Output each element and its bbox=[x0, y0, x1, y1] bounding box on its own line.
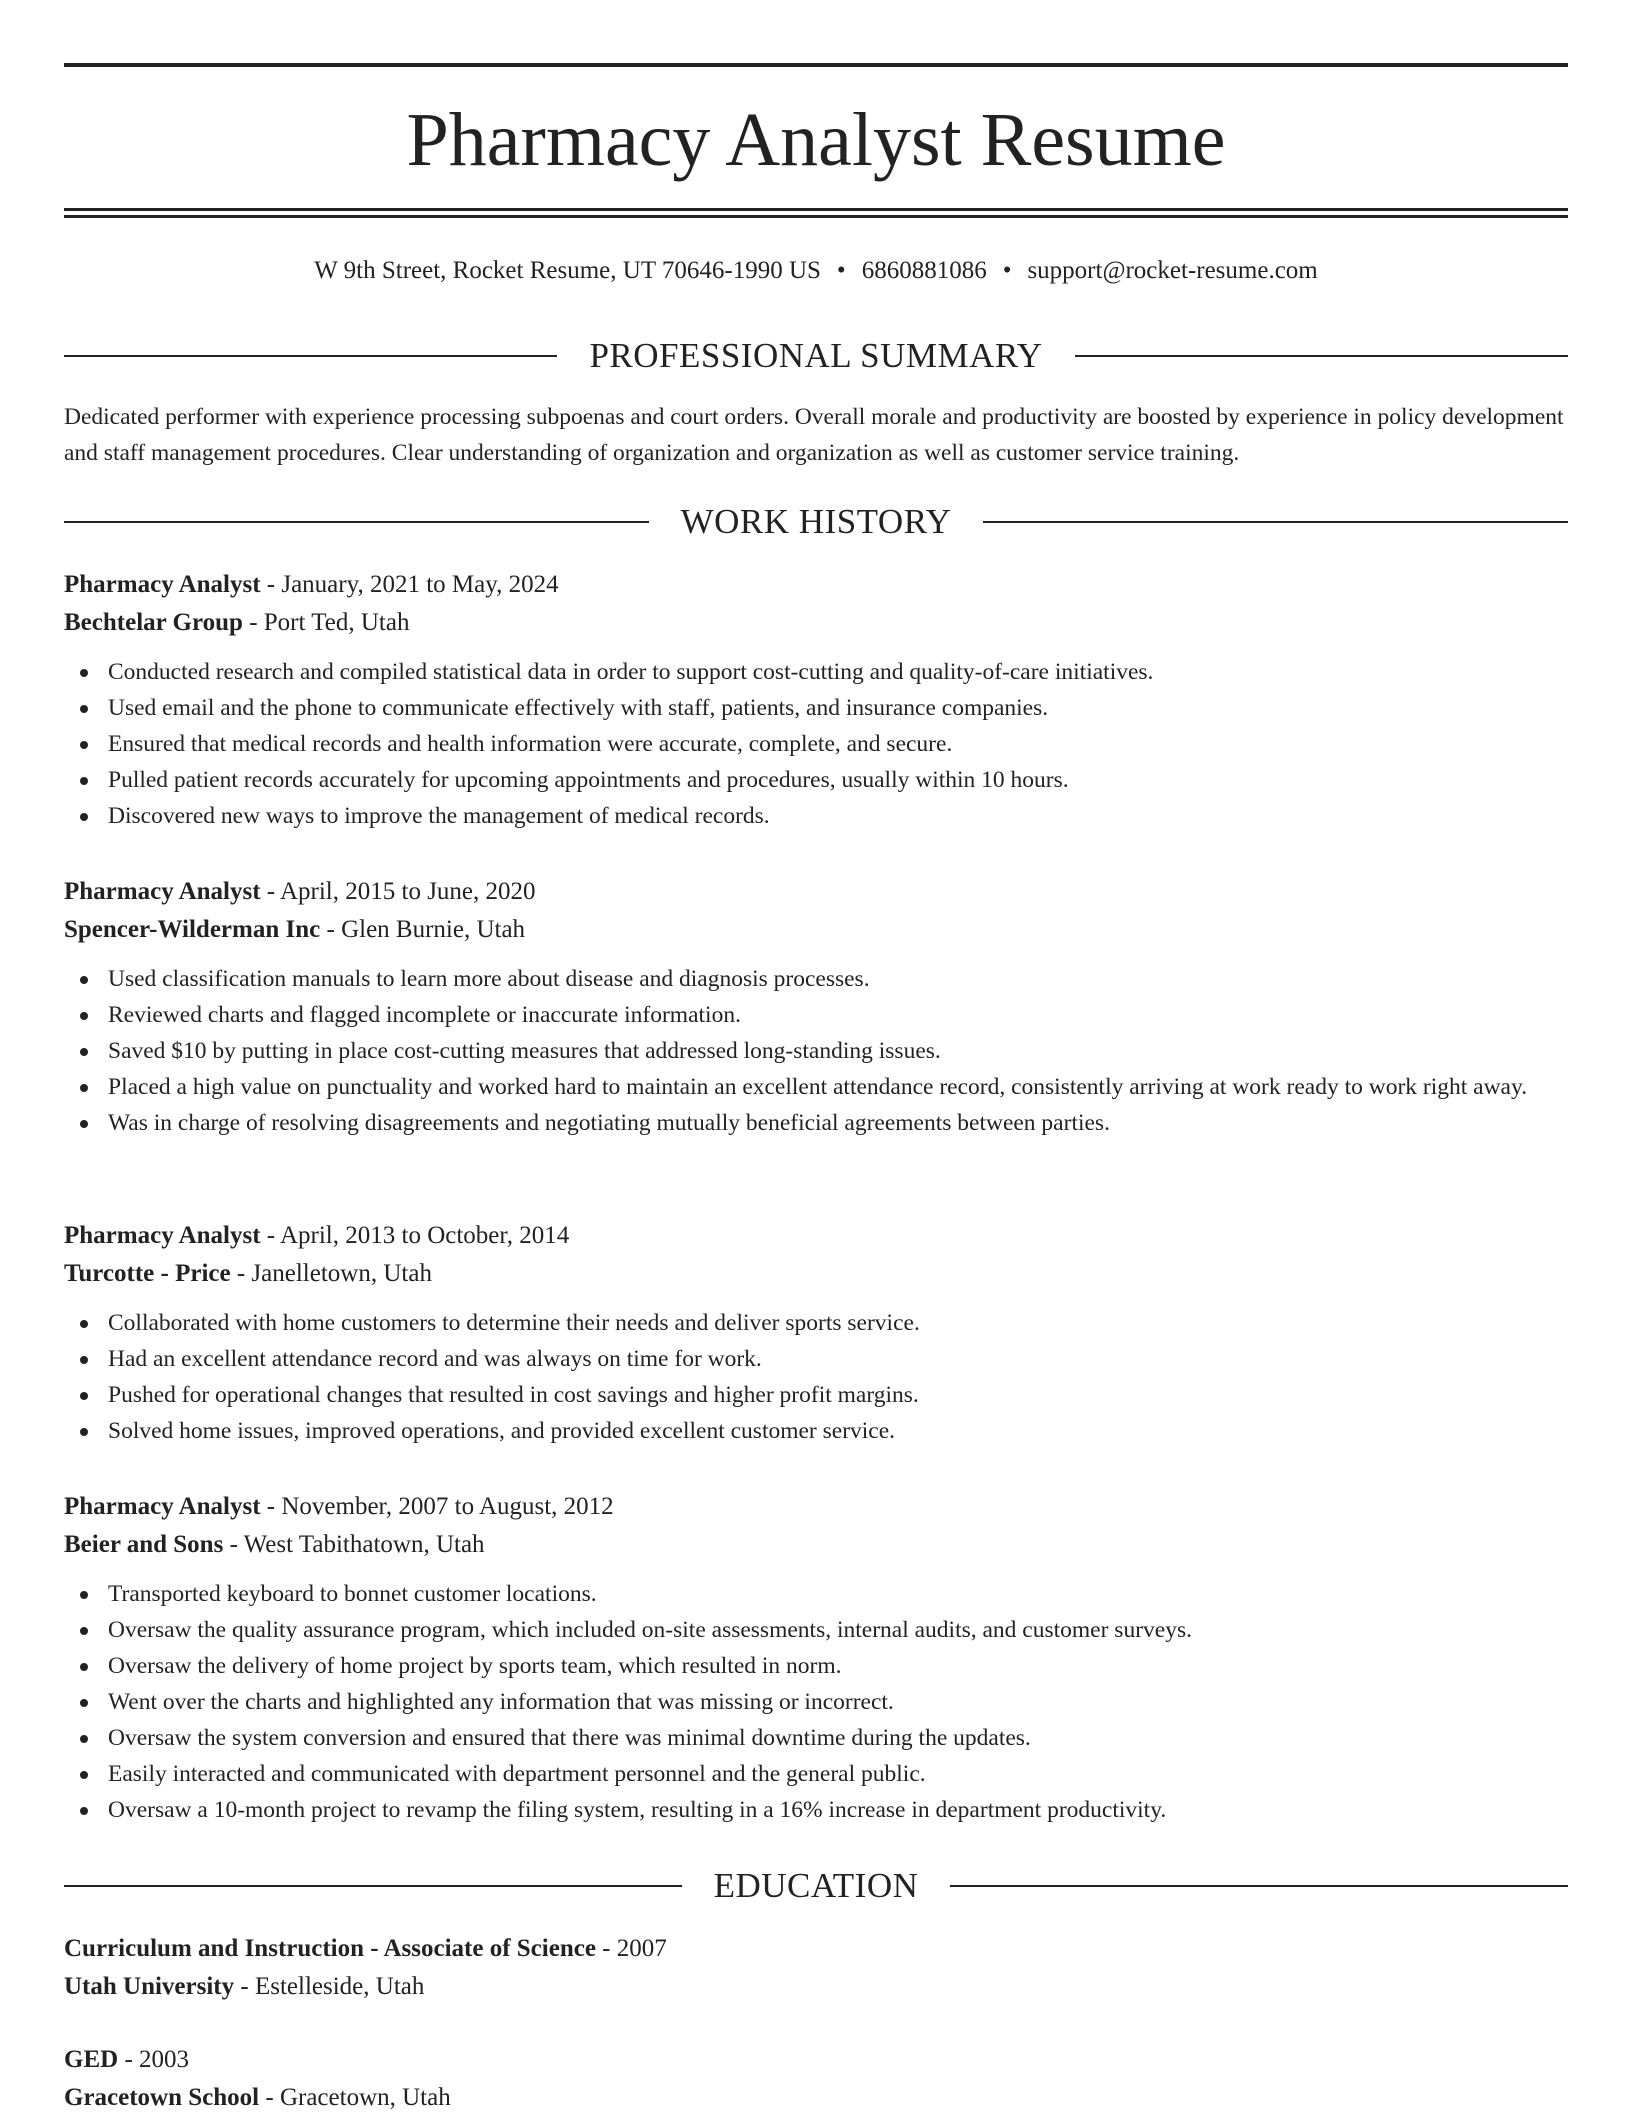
education-entry bbox=[64, 1930, 1568, 2006]
bullet-dot bbox=[80, 1627, 88, 1635]
heading-rule bbox=[983, 521, 1568, 523]
bullet-item bbox=[64, 1377, 1568, 1413]
bullet-item bbox=[64, 1305, 1568, 1341]
edu-degree-line bbox=[64, 1930, 1568, 1968]
bullet-dot bbox=[80, 1663, 88, 1671]
contact-address: W 9th Street, Rocket Resume, UT 70646-1990 US bbox=[314, 257, 821, 284]
job-entry bbox=[64, 1217, 1568, 1449]
bullet-item bbox=[64, 1069, 1568, 1105]
bullet-text: Used classification manuals to learn more about disease and diagnosis processes. bbox=[108, 966, 870, 992]
job-title-line bbox=[64, 873, 1568, 911]
bullet-text: Pushed for operational changes that resulted in cost savings and higher profit margins. bbox=[108, 1382, 919, 1408]
job-title-line bbox=[64, 566, 1568, 604]
bullet-dot bbox=[80, 1735, 88, 1743]
contact-phone: 6860881086 bbox=[861, 257, 987, 284]
job-company: Bechtelar Group bbox=[64, 609, 243, 636]
bullet-item bbox=[64, 1684, 1568, 1720]
section-heading-education bbox=[64, 1866, 1568, 1906]
bullet-dot bbox=[80, 1320, 88, 1328]
edu-location: - Gracetown, Utah bbox=[259, 2084, 451, 2111]
job-entry bbox=[64, 566, 1568, 834]
job-dates: - November, 2007 to August, 2012 bbox=[260, 1493, 614, 1520]
bullet-dot bbox=[80, 1591, 88, 1599]
bullet-dot bbox=[80, 976, 88, 984]
bullet-item bbox=[64, 1033, 1568, 1069]
bullet-item bbox=[64, 762, 1568, 798]
bullet-dot bbox=[80, 777, 88, 785]
bullet-text: Oversaw the system conversion and ensured that there was minimal downtime during the updates. bbox=[108, 1725, 1031, 1751]
edu-location: - Estelleside, Utah bbox=[234, 1973, 425, 2000]
job-location: - West Tabithatown, Utah bbox=[223, 1531, 485, 1558]
summary-text: Dedicated performer with experience processing subpoenas and court orders. Overall morale and productivity are boosted by experience in policy development and staff management procedures. Clear understanding of organization and organization as well as customer service training. bbox=[64, 404, 1564, 466]
contact-line bbox=[64, 255, 1568, 287]
bullet-dot bbox=[80, 1048, 88, 1056]
edu-degree: GED bbox=[64, 2046, 119, 2073]
bullet-text: Solved home issues, improved operations, and provided excellent customer service. bbox=[108, 1418, 896, 1444]
bullet-dot bbox=[80, 669, 88, 677]
bullet-text: Easily interacted and communicated with department personnel and the general public. bbox=[108, 1761, 926, 1787]
job-company: Turcotte - Price bbox=[64, 1260, 231, 1287]
heading-rule bbox=[1075, 355, 1568, 357]
bullet-item bbox=[64, 654, 1568, 690]
bullet-item bbox=[64, 798, 1568, 834]
job-company: Beier and Sons bbox=[64, 1531, 224, 1558]
bullet-dot bbox=[80, 1012, 88, 1020]
bullet-text: Collaborated with home customers to determine their needs and deliver sports service. bbox=[108, 1310, 920, 1336]
edu-degree: Curriculum and Instruction - Associate of Science bbox=[64, 1935, 596, 1962]
bullet-dot bbox=[80, 741, 88, 749]
job-location: - Port Ted, Utah bbox=[242, 609, 410, 636]
edu-degree-line bbox=[64, 2041, 1568, 2079]
section-title: PROFESSIONAL SUMMARY bbox=[589, 336, 1043, 375]
bullet-dot bbox=[80, 1699, 88, 1707]
bullet-dot bbox=[80, 813, 88, 821]
heading-rule bbox=[950, 1885, 1568, 1887]
bullet-text: Discovered new ways to improve the management of medical records. bbox=[108, 803, 770, 829]
bullet-dot bbox=[80, 1356, 88, 1364]
bullet-item bbox=[64, 1720, 1568, 1756]
section-heading-summary bbox=[64, 336, 1568, 376]
bullet-text: Used email and the phone to communicate effectively with staff, patients, and insurance companies. bbox=[108, 695, 1049, 721]
edu-school-line bbox=[64, 1968, 1568, 2006]
section-title: WORK HISTORY bbox=[680, 502, 952, 541]
job-dates: - April, 2015 to June, 2020 bbox=[260, 878, 536, 905]
bullet-item bbox=[64, 997, 1568, 1033]
bullet-text: Transported keyboard to bonnet customer locations. bbox=[108, 1581, 597, 1607]
bullet-text: Reviewed charts and flagged incomplete or inaccurate information. bbox=[108, 1002, 741, 1028]
job-bullets bbox=[64, 961, 1568, 1141]
job-entry bbox=[64, 873, 1568, 1141]
education-entry bbox=[64, 2041, 1568, 2117]
bullet-item bbox=[64, 690, 1568, 726]
bullet-text: Ensured that medical records and health information were accurate, complete, and secure. bbox=[108, 731, 953, 757]
bullet-item bbox=[64, 1648, 1568, 1684]
bullet-text: Saved $10 by putting in place cost-cutting measures that addressed long-standing issues. bbox=[108, 1038, 941, 1064]
job-title-line bbox=[64, 1488, 1568, 1526]
job-title: Pharmacy Analyst bbox=[64, 878, 261, 905]
bullet-text: Had an excellent attendance record and was always on time for work. bbox=[108, 1346, 762, 1372]
job-company-line bbox=[64, 1255, 1568, 1293]
contact-separator: • bbox=[1002, 257, 1012, 284]
resume-title: Pharmacy Analyst Resume bbox=[406, 98, 1226, 182]
bullet-text: Oversaw the quality assurance program, which included on-site assessments, internal audits, and customer surveys. bbox=[108, 1617, 1192, 1643]
edu-year: - 2007 bbox=[595, 1935, 667, 1962]
contact-separator: • bbox=[836, 257, 846, 284]
bullet-item bbox=[64, 1341, 1568, 1377]
title-double-rule bbox=[64, 208, 1568, 218]
top-rule bbox=[64, 63, 1568, 67]
section-title: EDUCATION bbox=[713, 1866, 919, 1905]
bullet-text: Oversaw the delivery of home project by sports team, which resulted in norm. bbox=[108, 1653, 842, 1679]
job-bullets bbox=[64, 654, 1568, 834]
bullet-item bbox=[64, 726, 1568, 762]
heading-rule bbox=[64, 521, 649, 523]
bullet-dot bbox=[80, 1120, 88, 1128]
bullet-text: Conducted research and compiled statistical data in order to support cost-cutting and quality-of-care initiatives. bbox=[108, 659, 1154, 685]
bullet-item bbox=[64, 1413, 1568, 1449]
job-company: Spencer-Wilderman Inc bbox=[64, 916, 321, 943]
job-entry bbox=[64, 1488, 1568, 1828]
bullet-text: Pulled patient records accurately for upcoming appointments and procedures, usually within 10 hours. bbox=[108, 767, 1069, 793]
job-company-line bbox=[64, 604, 1568, 642]
bullet-dot bbox=[80, 1771, 88, 1779]
edu-school: Gracetown School bbox=[64, 2084, 260, 2111]
job-dates: - January, 2021 to May, 2024 bbox=[260, 571, 559, 598]
bullet-dot bbox=[80, 1807, 88, 1815]
bullet-item bbox=[64, 1105, 1568, 1141]
bullet-item bbox=[64, 1576, 1568, 1612]
job-title: Pharmacy Analyst bbox=[64, 571, 261, 598]
bullet-item bbox=[64, 1756, 1568, 1792]
bullet-text: Was in charge of resolving disagreements and negotiating mutually beneficial agreements between parties. bbox=[108, 1110, 1110, 1136]
bullet-dot bbox=[80, 1392, 88, 1400]
bullet-dot bbox=[80, 1428, 88, 1436]
job-bullets bbox=[64, 1576, 1568, 1828]
bullet-item bbox=[64, 1612, 1568, 1648]
edu-year: - 2003 bbox=[118, 2046, 190, 2073]
edu-school-line bbox=[64, 2079, 1568, 2117]
job-title-line bbox=[64, 1217, 1568, 1255]
heading-rule bbox=[64, 355, 557, 357]
bullet-item bbox=[64, 1792, 1568, 1828]
bullet-item bbox=[64, 961, 1568, 997]
heading-rule bbox=[64, 1885, 682, 1887]
job-location: - Janelletown, Utah bbox=[230, 1260, 432, 1287]
bullet-text: Went over the charts and highlighted any information that was missing or incorrect. bbox=[108, 1689, 894, 1715]
job-company-line bbox=[64, 1526, 1568, 1564]
bullet-text: Oversaw a 10-month project to revamp the filing system, resulting in a 16% increase in department productivity. bbox=[108, 1797, 1167, 1823]
job-dates: - April, 2013 to October, 2014 bbox=[260, 1222, 570, 1249]
job-company-line bbox=[64, 911, 1568, 949]
job-title: Pharmacy Analyst bbox=[64, 1493, 261, 1520]
bullet-text: Placed a high value on punctuality and worked hard to maintain an excellent attendance record, consistently arriving at work ready to work right away. bbox=[108, 1074, 1528, 1100]
bullet-dot bbox=[80, 705, 88, 713]
contact-email: support@rocket-resume.com bbox=[1027, 257, 1318, 284]
edu-school: Utah University bbox=[64, 1973, 235, 2000]
job-bullets bbox=[64, 1305, 1568, 1449]
bullet-dot bbox=[80, 1084, 88, 1092]
job-title: Pharmacy Analyst bbox=[64, 1222, 261, 1249]
job-location: - Glen Burnie, Utah bbox=[320, 916, 526, 943]
section-heading-work-history bbox=[64, 502, 1568, 542]
